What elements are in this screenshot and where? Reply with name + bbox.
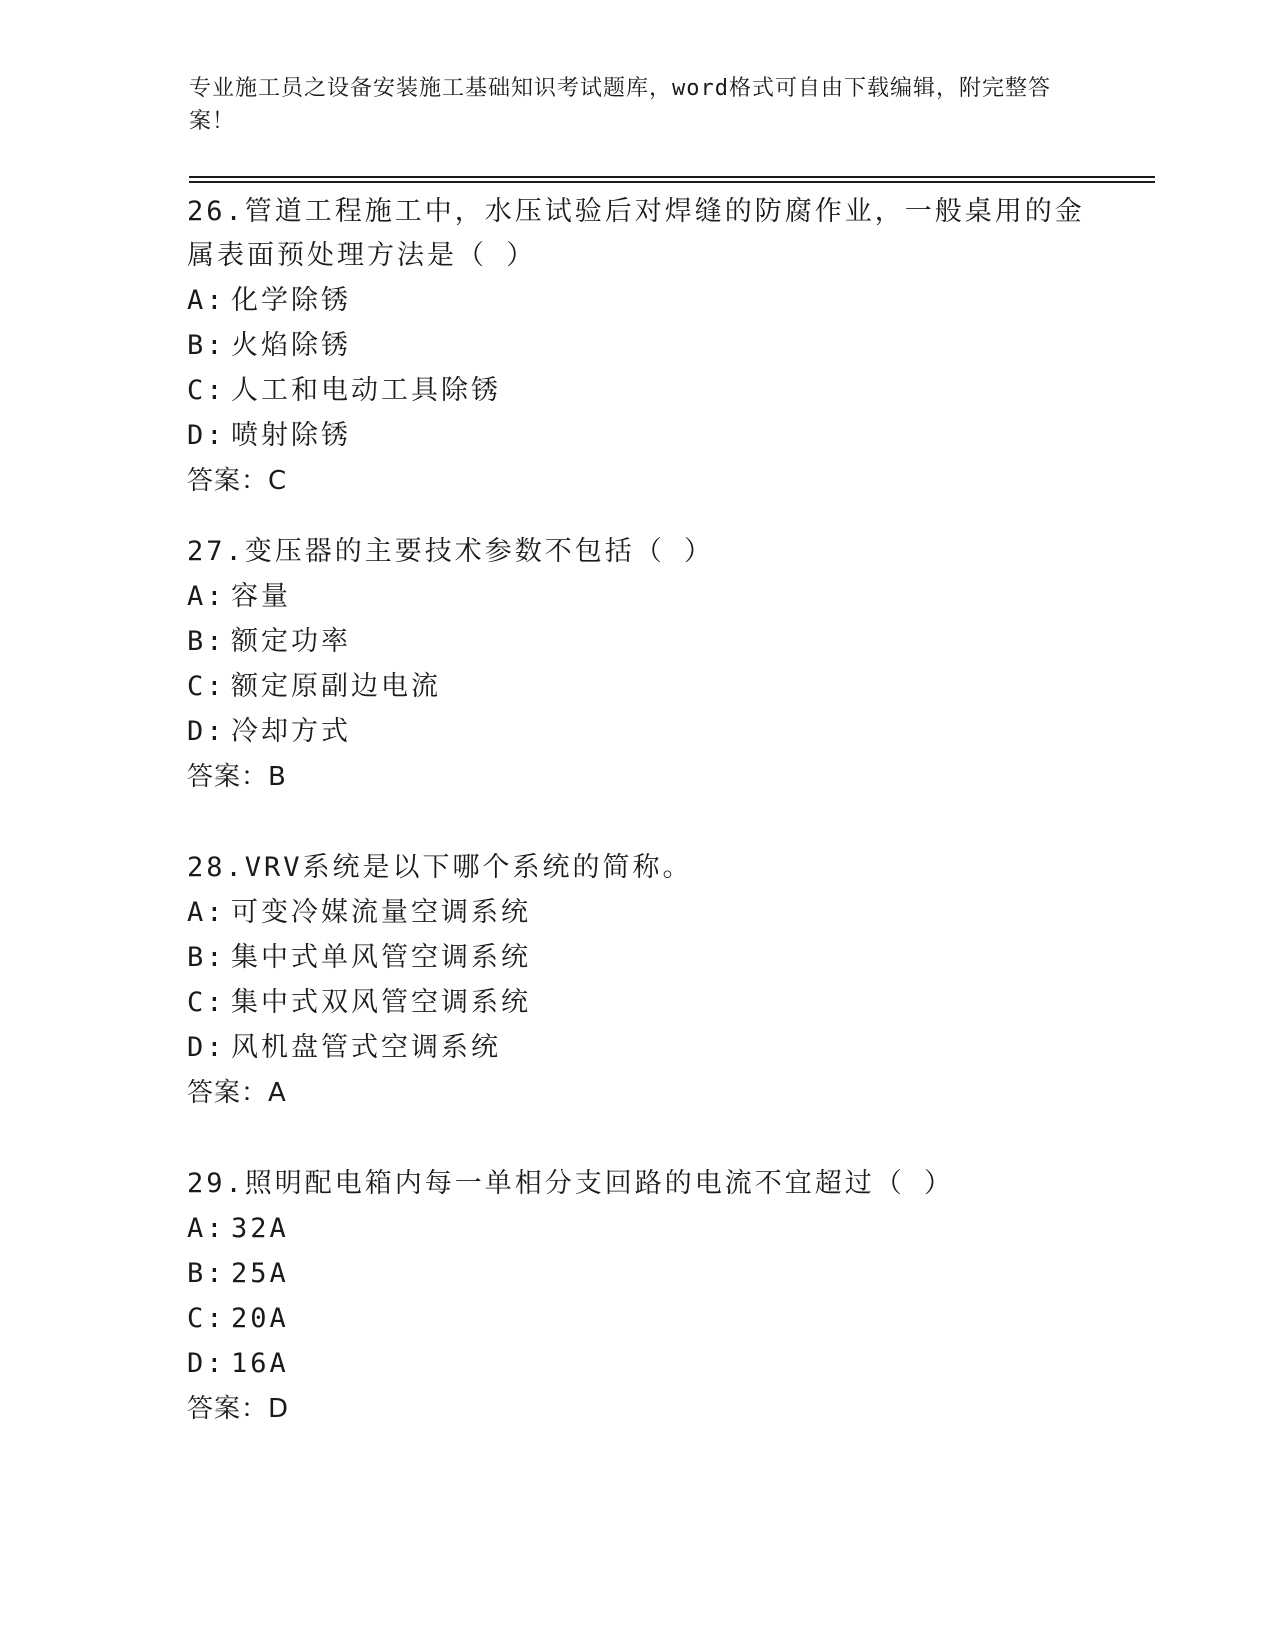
option-d xyxy=(187,1025,1107,1070)
question-29 xyxy=(187,1162,1107,1432)
option-text: 风机盘管式空调系统 xyxy=(231,1032,501,1063)
option-letter: C: xyxy=(187,987,226,1018)
option-text: 化学除锈 xyxy=(231,285,351,316)
option-a xyxy=(187,890,1107,935)
option-letter: D: xyxy=(187,716,226,747)
question-title: 29.照明配电箱内每一单相分支回路的电流不宜超过（ ） xyxy=(187,1168,955,1199)
option-c xyxy=(187,1296,1107,1341)
option-text: 冷却方式 xyxy=(231,716,351,747)
option-letter: B: xyxy=(187,1258,226,1289)
option-text: 喷射除锈 xyxy=(231,420,351,451)
option-text: 额定原副边电流 xyxy=(231,671,441,702)
option-text: 20A xyxy=(231,1303,289,1334)
option-text: 人工和电动工具除锈 xyxy=(231,375,501,406)
option-d xyxy=(187,413,1107,458)
option-c xyxy=(187,980,1107,1025)
option-text: 16A xyxy=(231,1348,289,1379)
answer-text: 答案：A xyxy=(187,1078,287,1108)
option-text: 可变冷媒流量空调系统 xyxy=(231,897,531,928)
question-title: 26.管道工程施工中，水压试验后对焊缝的防腐作业，一般桌用的金属表面预处理方法是（ ） xyxy=(187,196,1085,271)
option-text: 火焰除锈 xyxy=(231,330,351,361)
option-letter: C: xyxy=(187,1303,226,1334)
option-letter: D: xyxy=(187,1348,226,1379)
option-a xyxy=(187,574,1107,619)
question-title: 28.VRV系统是以下哪个系统的简称。 xyxy=(187,852,693,883)
question-28 xyxy=(187,846,1107,1116)
option-text: 额定功率 xyxy=(231,626,351,657)
option-text: 集中式双风管空调系统 xyxy=(231,987,531,1018)
option-text: 32A xyxy=(231,1213,289,1244)
option-c xyxy=(187,368,1107,413)
answer-text: 答案：D xyxy=(187,1394,290,1424)
option-letter: B: xyxy=(187,626,226,657)
answer-text: 答案：C xyxy=(187,466,288,496)
option-letter: A: xyxy=(187,1213,226,1244)
header-divider-top xyxy=(189,176,1155,178)
option-text: 集中式单风管空调系统 xyxy=(231,942,531,973)
option-letter: C: xyxy=(187,671,226,702)
option-text: 25A xyxy=(231,1258,289,1289)
option-c xyxy=(187,664,1107,709)
question-26 xyxy=(187,190,1107,504)
option-text: 容量 xyxy=(231,581,291,612)
option-d xyxy=(187,709,1107,754)
option-letter: D: xyxy=(187,420,226,451)
question-title: 27.变压器的主要技术参数不包括（ ） xyxy=(187,536,715,567)
document-description: 专业施工员之设备安装施工基础知识考试题库，word格式可自由下载编辑，附完整答案！ xyxy=(189,76,1051,134)
option-b xyxy=(187,619,1107,664)
option-a xyxy=(187,1206,1107,1251)
option-d xyxy=(187,1341,1107,1386)
option-letter: A: xyxy=(187,897,226,928)
option-letter: A: xyxy=(187,285,226,316)
option-b xyxy=(187,935,1107,980)
option-b xyxy=(187,1251,1107,1296)
option-letter: D: xyxy=(187,1032,226,1063)
option-letter: B: xyxy=(187,942,226,973)
answer-text: 答案：B xyxy=(187,762,287,792)
option-letter: C: xyxy=(187,375,226,406)
option-letter: B: xyxy=(187,330,226,361)
option-b xyxy=(187,323,1107,368)
header-divider-bottom xyxy=(189,181,1155,183)
option-a xyxy=(187,278,1107,323)
option-letter: A: xyxy=(187,581,226,612)
question-27 xyxy=(187,530,1107,800)
